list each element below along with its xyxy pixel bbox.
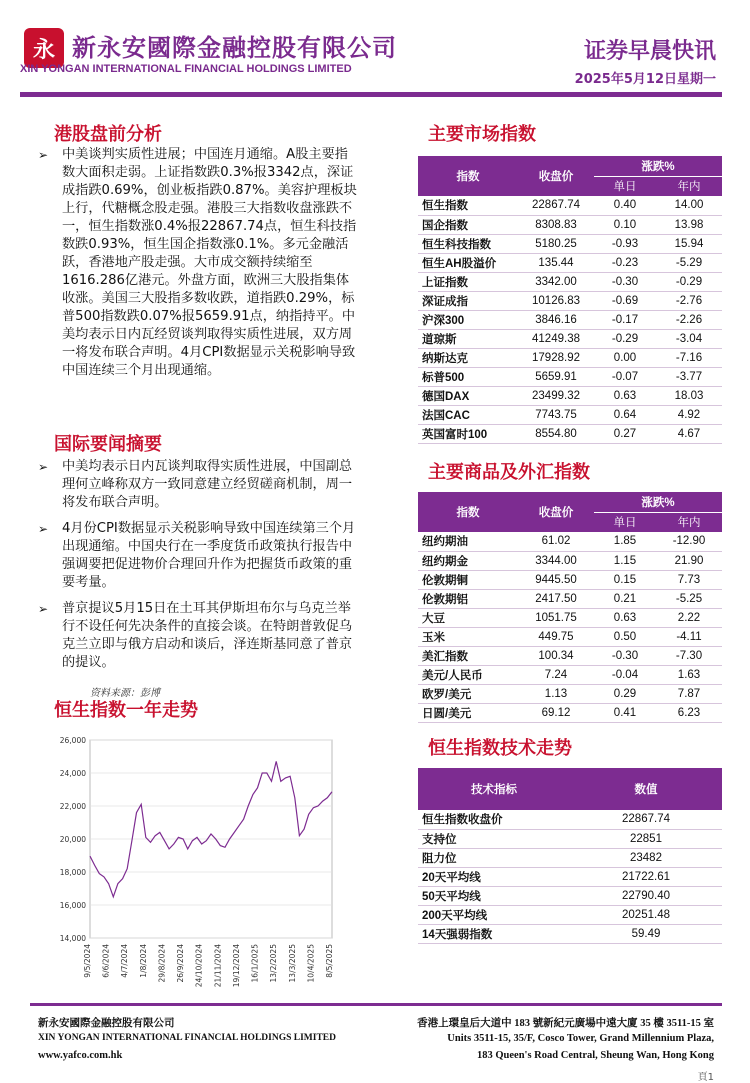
table-row [418, 348, 722, 367]
x-tick-label: 4/7/2024 [120, 944, 130, 978]
x-tick-label: 13/3/2025 [287, 944, 297, 983]
footer-company-cn: 新永安國際金融控股有限公司 [38, 1018, 175, 1029]
col-header-change: 涨跌% [594, 492, 722, 512]
report-title: 证券早晨快讯 [583, 39, 716, 64]
y-tick-label: 16,000 [59, 901, 86, 910]
company-name-en: XIN YONGAN INTERNATIONAL FINANCIAL HOLDINGS LIMITED [20, 63, 352, 75]
row-name: 标普500 [418, 367, 518, 386]
row-ytd: 7.87 [656, 684, 722, 703]
footer-company-en: XIN YONGAN INTERNATIONAL FINANCIAL HOLDINGS LIMITED [38, 1033, 336, 1043]
x-tick-label: 24/10/2024 [194, 944, 204, 988]
table-row [418, 253, 722, 272]
row-name: 纽约期油 [418, 532, 518, 551]
x-tick-label: 29/8/2024 [157, 944, 167, 983]
intl-news-title: 国际要闻摘要 [54, 434, 162, 455]
row-ytd: -4.11 [656, 627, 722, 646]
row-ytd: 21.90 [656, 551, 722, 570]
row-close: 41249.38 [518, 329, 594, 348]
x-tick-label: 6/6/2024 [101, 944, 111, 978]
row-name: 国企指数 [418, 215, 518, 234]
row-day: 0.27 [594, 424, 656, 443]
row-ytd: -7.30 [656, 646, 722, 665]
row-indicator: 阻力位 [418, 848, 570, 867]
row-value: 59.49 [570, 924, 722, 943]
row-close: 135.44 [518, 253, 594, 272]
row-name: 纳斯达克 [418, 348, 518, 367]
row-name: 欧罗/美元 [418, 684, 518, 703]
news-item-text: 中美均表示日内瓦谈判取得实质性进展，中国副总理何立峰称双方一致同意建立经贸磋商机制，周一将发布联合声明。 [62, 459, 353, 510]
company-name-cn: 新永安國際金融控股有限公司 [72, 34, 397, 62]
news-source: 资料来源：彭博 [90, 688, 160, 699]
row-value: 21722.61 [570, 867, 722, 886]
y-tick-label: 20,000 [59, 835, 86, 844]
commodities-table [418, 492, 722, 723]
col-header-value: 数值 [570, 768, 722, 810]
hk-premarket-title: 港股盘前分析 [54, 124, 162, 145]
row-day: -0.23 [594, 253, 656, 272]
x-tick-label: 10/4/2025 [306, 944, 316, 983]
row-ytd: 13.98 [656, 215, 722, 234]
col-header-day: 单日 [594, 176, 656, 196]
row-close: 69.12 [518, 703, 594, 722]
row-day: 0.40 [594, 196, 656, 215]
row-ytd: -3.04 [656, 329, 722, 348]
table-row [418, 848, 722, 867]
col-header-ytd: 年内 [656, 176, 722, 196]
hk-premarket-paragraph [38, 146, 360, 380]
row-close: 8308.83 [518, 215, 594, 234]
bullet-arrow-icon: ➢ [38, 522, 49, 536]
row-ytd: -7.16 [656, 348, 722, 367]
table-row [418, 551, 722, 570]
row-name: 大豆 [418, 608, 518, 627]
row-day: -0.17 [594, 310, 656, 329]
row-indicator: 20天平均线 [418, 867, 570, 886]
x-tick-label: 19/12/2024 [231, 944, 241, 988]
row-close: 1.13 [518, 684, 594, 703]
intl-news-list [38, 458, 360, 672]
report-date: 2025年5月12日星期一 [574, 72, 716, 87]
row-indicator: 14天强弱指数 [418, 924, 570, 943]
col-header-ytd: 年内 [656, 512, 722, 532]
footer-address-cn: 香港上環皇后大道中 183 號新紀元廣場中遠大廈 35 樓 3511-15 室 [417, 1018, 714, 1029]
row-name: 英国富时100 [418, 424, 518, 443]
row-close: 5180.25 [518, 234, 594, 253]
footer-address-en1: Units 3511-15, 35/F, Cosco Tower, Grand Millennium Plaza, [447, 1033, 714, 1044]
x-tick-label: 9/5/2024 [83, 944, 92, 978]
table-row [418, 627, 722, 646]
x-tick-label: 26/9/2024 [176, 944, 186, 983]
news-item-text: 4月份CPI数据显示关税影响导致中国连续第三个月出现通缩。中国央行在一季度货币政策执行报告中强调要把促进物价合理回升作为把握货币政策的重要考量。 [62, 521, 356, 590]
row-name: 伦敦期铝 [418, 589, 518, 608]
table-row [418, 829, 722, 848]
table-row [418, 684, 722, 703]
row-indicator: 恒生指数收盘价 [418, 810, 570, 829]
hsi-one-year-chart [52, 728, 352, 990]
row-day: 0.00 [594, 348, 656, 367]
row-close: 100.34 [518, 646, 594, 665]
technical-title: 恒生指数技术走势 [428, 738, 572, 759]
col-header-close: 收盘价 [518, 156, 594, 196]
x-tick-label: 8/5/2025 [325, 944, 334, 978]
y-tick-label: 22,000 [59, 802, 86, 811]
row-name: 玉米 [418, 627, 518, 646]
row-value: 22790.40 [570, 886, 722, 905]
row-value: 22851 [570, 829, 722, 848]
row-close: 10126.83 [518, 291, 594, 310]
row-day: 0.63 [594, 386, 656, 405]
row-close: 1051.75 [518, 608, 594, 627]
row-day: 0.10 [594, 215, 656, 234]
row-day: 0.41 [594, 703, 656, 722]
x-tick-label: 21/11/2024 [213, 944, 223, 988]
row-day: -0.30 [594, 272, 656, 291]
bullet-arrow-icon: ➢ [38, 460, 49, 474]
row-day: 1.15 [594, 551, 656, 570]
row-close: 5659.91 [518, 367, 594, 386]
row-value: 22867.74 [570, 810, 722, 829]
table-row [418, 424, 722, 443]
table-row [418, 272, 722, 291]
row-day: 0.29 [594, 684, 656, 703]
row-close: 7743.75 [518, 405, 594, 424]
bullet-arrow-icon: ➢ [38, 602, 49, 616]
row-close: 23499.32 [518, 386, 594, 405]
y-tick-label: 24,000 [59, 769, 86, 778]
row-name: 恒生AH股溢价 [418, 253, 518, 272]
row-close: 9445.50 [518, 570, 594, 589]
row-day: -0.69 [594, 291, 656, 310]
row-day: -0.29 [594, 329, 656, 348]
table-row [418, 886, 722, 905]
row-name: 日圆/美元 [418, 703, 518, 722]
row-indicator: 200天平均线 [418, 905, 570, 924]
row-indicator: 50天平均线 [418, 886, 570, 905]
col-header-close: 收盘价 [518, 492, 594, 532]
row-name: 美汇指数 [418, 646, 518, 665]
row-close: 3344.00 [518, 551, 594, 570]
news-item-text: 普京提议5月15日在土耳其伊斯坦布尔与乌克兰举行不设任何先决条件的直接会谈。在特朗普敦促乌克兰立即与俄方启动和谈后，泽连斯基同意了普京的提议。 [62, 601, 353, 670]
row-close: 3846.16 [518, 310, 594, 329]
col-header-indicator: 技术指标 [418, 768, 570, 810]
row-value: 20251.48 [570, 905, 722, 924]
hk-premarket-text: 中美谈判实质性进展；中国连月通缩。A股主要指数大面积走弱。上证指数跌0.3%报3342点，深证成指跌0.69%，创业板指跌0.87%。美容护理板块上行，代糖概念股走强。港股三大指数收盘涨跌不一，恒生指数涨0.4%报22867.74点，恒生科技指数跌0.93%，恒生国企指数涨0.1%。多元金融活跃，香港地产股走强。大市成交额持续缩至1616.286亿港元。外盘方面，欧洲三大股指集体收涨。美国三大股指多数收跌，道指跌0.29%，标普500指数跌0.07%报5659.91点，纳指持平。中美均表示日内瓦经贸谈判取得实质性进展，双方周一将发布联合声明。4月CPI数据显示关税影响导致中国连续三个月出现通缩。 [62, 147, 357, 378]
row-ytd: -12.90 [656, 532, 722, 551]
row-ytd: 4.92 [656, 405, 722, 424]
table-row [418, 646, 722, 665]
row-close: 7.24 [518, 665, 594, 684]
bullet-arrow-icon: ➢ [38, 148, 49, 162]
row-ytd: -0.29 [656, 272, 722, 291]
row-close: 61.02 [518, 532, 594, 551]
row-ytd: -5.29 [656, 253, 722, 272]
row-close: 17928.92 [518, 348, 594, 367]
row-day: 0.64 [594, 405, 656, 424]
technical-table [418, 768, 722, 944]
row-name: 恒生指数 [418, 196, 518, 215]
table-row [418, 570, 722, 589]
row-day: -0.04 [594, 665, 656, 684]
table-row [418, 215, 722, 234]
row-close: 8554.80 [518, 424, 594, 443]
row-close: 3342.00 [518, 272, 594, 291]
table-row [418, 810, 722, 829]
footer-address-en2: 183 Queen's Road Central, Sheung Wan, Hong Kong [477, 1050, 714, 1061]
hsi-chart-title: 恒生指数一年走势 [54, 700, 198, 721]
row-ytd: -2.26 [656, 310, 722, 329]
major-indices-title: 主要市场指数 [428, 124, 536, 145]
row-name: 美元/人民币 [418, 665, 518, 684]
y-tick-label: 26,000 [59, 736, 86, 745]
row-ytd: 15.94 [656, 234, 722, 253]
row-ytd: 6.23 [656, 703, 722, 722]
x-tick-label: 16/1/2025 [250, 944, 260, 983]
col-header-day: 单日 [594, 512, 656, 532]
row-name: 法国CAC [418, 405, 518, 424]
col-header-change: 涨跌% [594, 156, 722, 176]
row-day: 0.15 [594, 570, 656, 589]
row-indicator: 支持位 [418, 829, 570, 848]
table-row [418, 532, 722, 551]
table-row [418, 905, 722, 924]
row-ytd: -2.76 [656, 291, 722, 310]
footer-divider [30, 1003, 722, 1006]
footer-website[interactable]: www.yafco.com.hk [38, 1050, 123, 1061]
table-row [418, 608, 722, 627]
table-row [418, 196, 722, 215]
row-ytd: 4.67 [656, 424, 722, 443]
row-name: 恒生科技指数 [418, 234, 518, 253]
row-ytd: 1.63 [656, 665, 722, 684]
row-close: 2417.50 [518, 589, 594, 608]
news-item [38, 600, 360, 672]
row-ytd: -5.25 [656, 589, 722, 608]
company-logo: 永 [24, 28, 64, 68]
x-tick-label: 1/8/2024 [138, 944, 148, 978]
table-row [418, 386, 722, 405]
major-indices-table [418, 156, 722, 444]
row-name: 伦敦期铜 [418, 570, 518, 589]
table-row [418, 367, 722, 386]
row-name: 纽约期金 [418, 551, 518, 570]
col-header-name: 指数 [418, 492, 518, 532]
row-name: 德国DAX [418, 386, 518, 405]
row-day: -0.93 [594, 234, 656, 253]
table-row [418, 310, 722, 329]
table-row [418, 234, 722, 253]
table-row [418, 405, 722, 424]
news-item [38, 520, 360, 592]
row-ytd: 7.73 [656, 570, 722, 589]
row-close: 22867.74 [518, 196, 594, 215]
row-name: 道琼斯 [418, 329, 518, 348]
row-day: 1.85 [594, 532, 656, 551]
row-name: 上证指数 [418, 272, 518, 291]
header-divider [20, 92, 722, 97]
x-tick-label: 13/2/2025 [269, 944, 279, 983]
row-day: -0.30 [594, 646, 656, 665]
y-tick-label: 18,000 [59, 868, 86, 877]
row-ytd: 14.00 [656, 196, 722, 215]
page-number: 頁1 [697, 1072, 714, 1083]
row-day: 0.21 [594, 589, 656, 608]
table-row [418, 291, 722, 310]
row-close: 449.75 [518, 627, 594, 646]
col-header-name: 指数 [418, 156, 518, 196]
table-row [418, 867, 722, 886]
row-name: 沪深300 [418, 310, 518, 329]
y-tick-label: 14,000 [59, 934, 86, 943]
row-day: 0.50 [594, 627, 656, 646]
table-row [418, 703, 722, 722]
row-ytd: 2.22 [656, 608, 722, 627]
news-item [38, 458, 360, 512]
row-ytd: 18.03 [656, 386, 722, 405]
table-row [418, 665, 722, 684]
row-day: 0.63 [594, 608, 656, 627]
row-value: 23482 [570, 848, 722, 867]
table-row [418, 924, 722, 943]
table-row [418, 589, 722, 608]
row-name: 深证成指 [418, 291, 518, 310]
row-ytd: -3.77 [656, 367, 722, 386]
row-day: -0.07 [594, 367, 656, 386]
table-row [418, 329, 722, 348]
commodities-title: 主要商品及外汇指数 [428, 462, 590, 483]
